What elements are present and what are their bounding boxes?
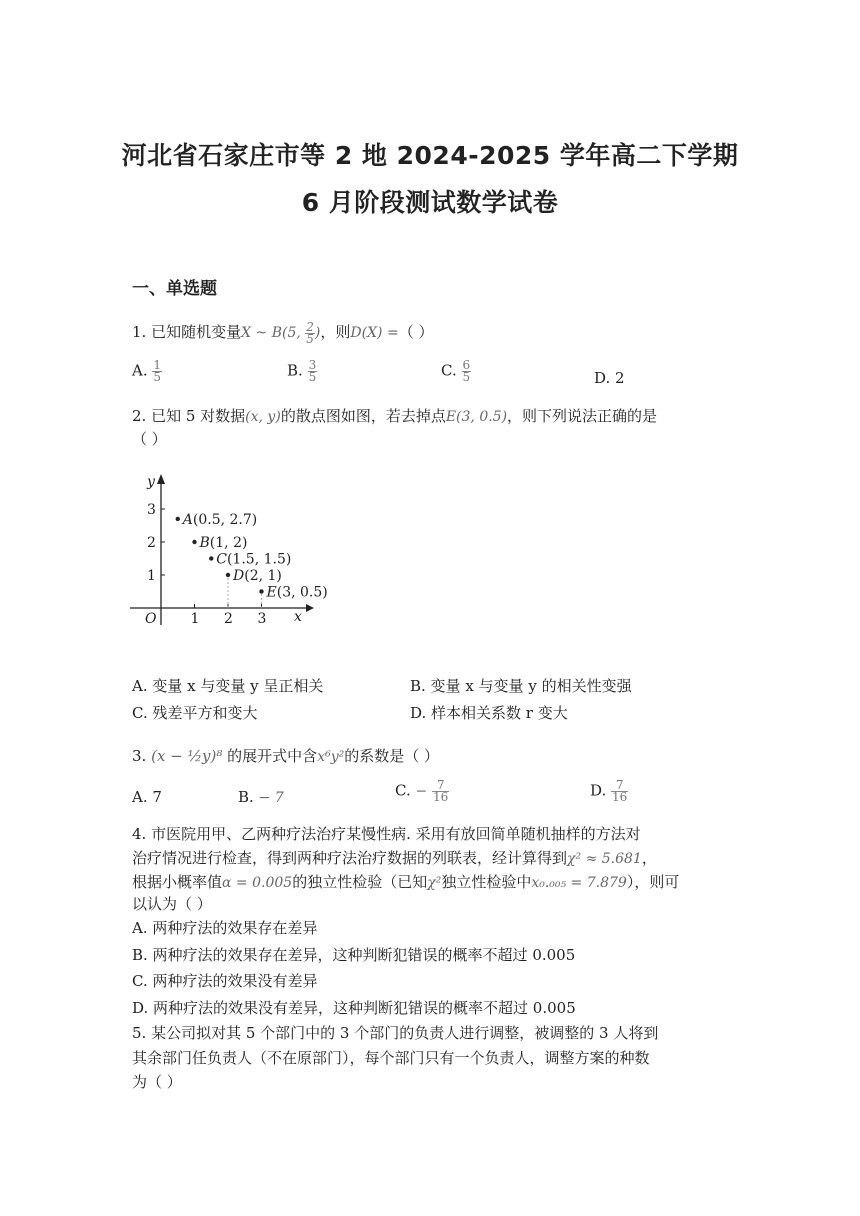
q3-option-b xyxy=(238,788,284,806)
origin-label: O xyxy=(145,611,157,627)
y-axis-arrow xyxy=(157,474,165,484)
q1-option-b xyxy=(287,360,317,383)
q3-option-d-label: D. xyxy=(590,781,607,800)
q2-point-e: E(3, 0.5) xyxy=(445,409,508,425)
q1-frac-den: 5 xyxy=(306,331,314,346)
q3-option-d-den: 16 xyxy=(612,790,628,804)
title-line-2: 6 月阶段测试数学试卷 xyxy=(301,188,559,217)
q1-stem-mid: ，则 xyxy=(320,323,351,341)
q3-option-b-label: B. xyxy=(238,788,254,806)
q1-option-a-num: 1 xyxy=(153,358,162,372)
data-point-label: D(2, 1) xyxy=(233,568,282,584)
q4-line-2-suffix: ， xyxy=(641,849,657,867)
data-point xyxy=(176,517,180,521)
q4-line-3-suffix: ），则可 xyxy=(626,873,680,891)
q1-option-a-label: A. xyxy=(132,361,148,380)
q1-option-d-value: 2 xyxy=(615,369,625,387)
q4-line-3 xyxy=(132,871,679,892)
q1-option-b-label: B. xyxy=(287,361,303,380)
q1-binomial-fraction xyxy=(305,319,315,346)
x-tick-label: 3 xyxy=(257,611,267,627)
data-point xyxy=(192,540,196,544)
q4-line-1: 4. 市医院用甲、乙两种疗法治疗某慢性病. 采用有放回简单随机抽样的方法对 xyxy=(132,825,641,843)
q4-line-2-prefix: 治疗情况进行检查，得到两种疗法治疗数据的列联表，经计算得到 xyxy=(132,849,568,867)
q3-option-a xyxy=(132,788,162,806)
q1-stem-prefix: 1. 已知随机变量 xyxy=(132,323,242,341)
section-heading: 一、单选题 xyxy=(132,279,217,299)
q2-stem-line-2: （ ） xyxy=(132,430,167,448)
q5-line-3: 为（ ） xyxy=(132,1073,182,1091)
q3-prefix: 3. xyxy=(132,747,147,765)
q1-option-b-den: 5 xyxy=(308,370,317,384)
data-point xyxy=(209,556,213,560)
y-tick-label: 3 xyxy=(147,502,156,518)
q3-option-a-value: 7 xyxy=(152,788,162,806)
data-point-label: E(3, 0.5) xyxy=(266,584,328,601)
q3-option-d-num: 7 xyxy=(611,780,628,792)
q3-option-a-label: A. xyxy=(132,788,148,806)
question-3-stem xyxy=(132,745,439,766)
q1-option-c xyxy=(441,360,471,383)
q3-option-c xyxy=(395,780,449,803)
question-2-stem xyxy=(132,405,657,426)
q3-option-c-num: 7 xyxy=(432,780,449,792)
q4-option-d: D. 两种疗法的效果没有差异，这种判断犯错误的概率不超过 0.005 xyxy=(132,999,576,1017)
q4-line-3-mid-1: 的独立性检验（已知 xyxy=(292,873,428,891)
data-point-label: A(0.5, 2.7) xyxy=(182,511,258,528)
q4-line-2 xyxy=(132,847,657,868)
q1-option-c-num: 6 xyxy=(462,358,471,372)
q1-option-d-label: D. xyxy=(594,369,611,387)
q4-critical-value: x₀.₀₀₅ = 7.879 xyxy=(531,875,627,891)
data-point xyxy=(226,573,230,577)
q4-alpha: α = 0.005 xyxy=(222,875,293,891)
q2-stem-prefix: 2. 已知 5 对数据 xyxy=(132,407,246,425)
q2-option-c: C. 残差平方和变大 xyxy=(132,704,258,722)
q4-line-3-mid-2: 独立性检验中 xyxy=(441,873,532,891)
q3-mid: 的展开式中含 xyxy=(227,747,318,765)
y-tick-label: 2 xyxy=(147,535,156,551)
data-point-label: B(1, 2) xyxy=(199,535,248,551)
q3-option-b-value: − 7 xyxy=(258,790,284,806)
q2-option-d: D. 样本相关系数 r 变大 xyxy=(410,704,568,722)
q3-option-c-den: 16 xyxy=(433,790,449,804)
q1-option-c-label: C. xyxy=(441,361,457,380)
q4-option-b: B. 两种疗法的效果存在差异，这种判断犯错误的概率不超过 0.005 xyxy=(132,946,576,964)
data-point-label: C(1.5, 1.5) xyxy=(216,551,292,568)
q5-line-2: 其余部门任负责人（不在原部门），每个部门只有一个负责人，调整方案的种数 xyxy=(132,1049,650,1067)
q1-option-c-value xyxy=(462,360,472,383)
q1-option-b-value xyxy=(308,360,318,383)
scatter-plot xyxy=(128,470,338,630)
q1-frac-num: 2 xyxy=(306,319,314,334)
q4-chi-square-value: χ² ≈ 5.681 xyxy=(567,851,642,867)
q2-stem-suffix: ，则下列说法正确的是 xyxy=(507,407,658,425)
q1-option-b-num: 3 xyxy=(308,358,317,372)
q3-term: x⁶y² xyxy=(317,749,345,765)
q3-option-d-value xyxy=(611,780,628,803)
q1-variance-formula: D(X) = xyxy=(350,325,399,341)
q4-option-c: C. 两种疗法的效果没有差异 xyxy=(132,972,318,990)
q1-binomial-formula: X ~ B(5, $\frac{2}{5}$ ) xyxy=(241,319,321,346)
q3-option-c-sign: − xyxy=(415,783,428,800)
q2-option-b: B. 变量 x 与变量 y 的相关性变强 xyxy=(410,677,632,695)
q3-option-c-label: C. xyxy=(395,781,411,800)
question-1-stem xyxy=(132,321,433,345)
q3-binomial-expression: (x − ½y)⁸ xyxy=(151,747,223,765)
q3-option-d xyxy=(590,780,628,803)
title-line-1: 河北省石家庄市等 2 地 2024-2025 学年高二下学期 xyxy=(121,141,739,170)
y-axis-label: y xyxy=(147,474,155,490)
q3-suffix: 的系数是（ ） xyxy=(344,747,439,765)
q1-option-c-den: 5 xyxy=(462,370,471,384)
x-tick-label: 2 xyxy=(224,611,233,627)
q1-option-a-den: 5 xyxy=(153,370,162,384)
x-axis-label: x xyxy=(294,609,302,625)
q4-line-3-prefix: 根据小概率值 xyxy=(132,873,223,891)
q2-data-pair: (x, y) xyxy=(245,409,281,425)
x-tick-label: 1 xyxy=(190,611,200,627)
x-axis-arrow xyxy=(306,604,314,612)
q4-line-4: 以认为（ ） xyxy=(132,895,212,913)
data-point xyxy=(259,589,263,593)
q2-option-a: A. 变量 x 与变量 y 呈正相关 xyxy=(132,677,324,695)
q1-option-a xyxy=(132,360,162,383)
q1-binomial-lead: X ~ B(5, xyxy=(241,325,301,341)
q3-option-c-value xyxy=(432,780,449,803)
q5-line-1: 5. 某公司拟对其 5 个部门中的 3 个部门的负责人进行调整，被调整的 3 人将到 xyxy=(132,1024,659,1042)
y-tick-label: 1 xyxy=(147,568,156,584)
q2-stem-mid: 的散点图如图，若去掉点 xyxy=(280,407,446,425)
q1-option-a-value xyxy=(152,360,162,383)
q1-option-d xyxy=(594,369,625,387)
q1-stem-suffix: （ ） xyxy=(398,323,434,341)
q4-option-a: A. 两种疗法的效果存在差异 xyxy=(132,919,318,937)
q4-chi-square: χ² xyxy=(427,875,442,891)
